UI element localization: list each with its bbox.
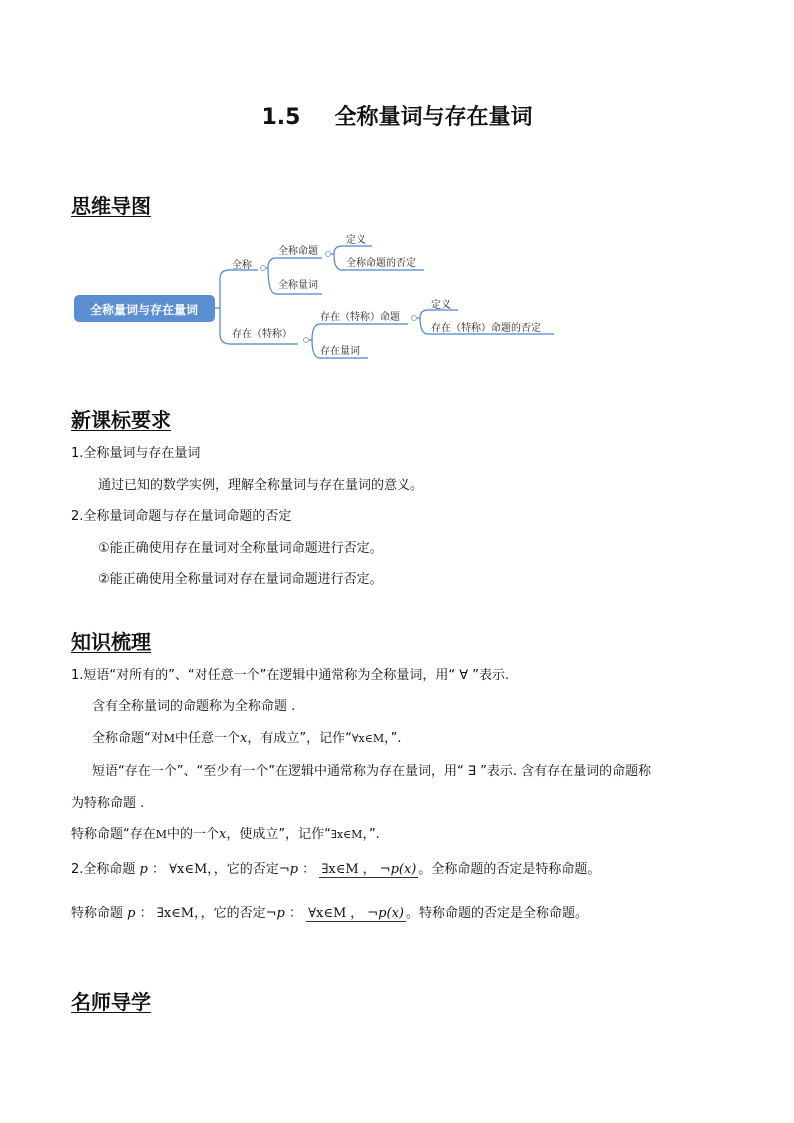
mindmap-b1-child-2: 全称量词 [278,280,318,291]
mindmap-connector [417,310,458,318]
section-heading-knowledge: 知识梳理 [71,630,151,654]
set-m: M [155,828,168,841]
mindmap-collapse-dot [304,338,309,343]
neg-p: ¬p [265,906,285,921]
text: 中任意一个 [175,731,241,746]
var-p: p [127,906,136,921]
mindmap-connector [215,270,258,308]
section-heading-teacher: 名师导学 [71,990,151,1014]
section-heading-mindmap: 思维导图 [71,194,151,218]
mindmap-b2-leaf-1: 定义 [431,300,451,311]
mindmap-connector [309,324,408,340]
mindmap-collapse-dot [326,252,331,257]
section-heading-standard: 新课标要求 [71,408,171,432]
text: ，”. [384,731,402,746]
text: 。全称命题的否定是特称命题。 [418,862,601,877]
title-text: 全称量词与存在量词 [334,105,533,130]
text: ，它的否定 [213,862,279,877]
text: ，有成立”，记作“ [247,731,352,746]
text: ，”. [362,827,380,842]
mindmap-b2-leaf-2: 存在（特称）命题的否定 [431,323,541,334]
set-m: M [163,732,176,745]
knowledge-line-1: 1.短语“对所有的”、“对任意一个”在逻辑中通常称为全称量词，用“ ∀ ”表示. [71,668,510,683]
forall-symbol: ∀x∈M [351,732,385,745]
standard-item-2a: ①能正确使用存在量词对全称量词命题进行否定。 [98,541,383,556]
mindmap-b2-child-1: 存在（特称）命题 [320,312,400,323]
var-x: x [219,827,227,842]
standard-item-2b: ②能正确使用全称量词对存在量词命题进行否定。 [98,572,383,587]
mindmap-connector [331,246,372,254]
mindmap-b1-leaf-2: 全称命题的否定 [346,258,416,269]
text: ： [139,906,153,921]
mindmap-b1-leaf-1: 定义 [346,235,366,246]
mindmap-root: 全称量词与存在量词 [89,303,199,317]
text: 特称命题 [71,906,124,921]
text: 中的一个 [167,827,220,842]
answer-sep: ， [361,858,378,878]
var-p: p [139,862,148,877]
knowledge-line-4: 短语“存在一个”、“至少有一个”在逻辑中通常称为存在量词，用“ ∃ ”表示. 含有存在量词的命题称 [92,764,652,779]
text: 。特称命题的否定是全称命题。 [405,906,588,921]
mindmap-b2-child-2: 存在量词 [320,346,360,357]
title-number: 1.5 [261,105,301,130]
exists-expr: ∃x∈M， [156,906,201,921]
page-title [0,100,794,131]
mind-map [70,228,570,363]
exists-symbol: ∃x∈M [330,828,363,841]
text: 特称命题“存在 [71,827,156,842]
text: ，它的否定 [200,906,266,921]
answer-sep: ， [348,902,365,922]
answer-blank-2: ¬p(x) [379,862,417,877]
answer-blank-2: ¬p(x) [367,906,404,921]
mindmap-collapse-dot [261,266,266,271]
mindmap-branch-2: 存在（特称） [232,329,292,340]
standard-item-1-text: 通过已知的数学实例，理解全称量词与存在量词的意义。 [98,478,424,493]
mindmap-collapse-dot [412,316,417,321]
text: 2.全称命题 [71,862,136,877]
knowledge-line-3 [92,727,401,746]
knowledge-line-8 [71,902,588,922]
text: 全称命题“对 [92,731,164,746]
text: ： [288,906,302,921]
text: ，使成立”，记作“ [226,827,331,842]
knowledge-line-5: 为特称命题 . [71,796,145,811]
text: ： [302,862,316,877]
var-x: x [240,731,248,746]
standard-item-1: 1.全称量词与存在量词 [71,446,201,461]
answer-blank-1: ∀x∈M [308,906,347,921]
forall-expr: ∀x∈M， [169,862,214,877]
knowledge-line-2: 含有全称量词的命题称为全称命题 . [92,699,296,714]
mindmap-branch-1: 全称 [232,260,252,271]
knowledge-line-6 [71,823,380,842]
neg-p: ¬p [278,862,299,877]
knowledge-line-7 [71,858,600,878]
text: ： [152,862,166,877]
mindmap-b1-child-1: 全称命题 [278,246,318,257]
mindmap-connector [266,258,322,268]
standard-item-2: 2.全称量词命题与存在量词命题的否定 [71,509,292,524]
answer-blank-1: ∃x∈M [321,862,359,877]
